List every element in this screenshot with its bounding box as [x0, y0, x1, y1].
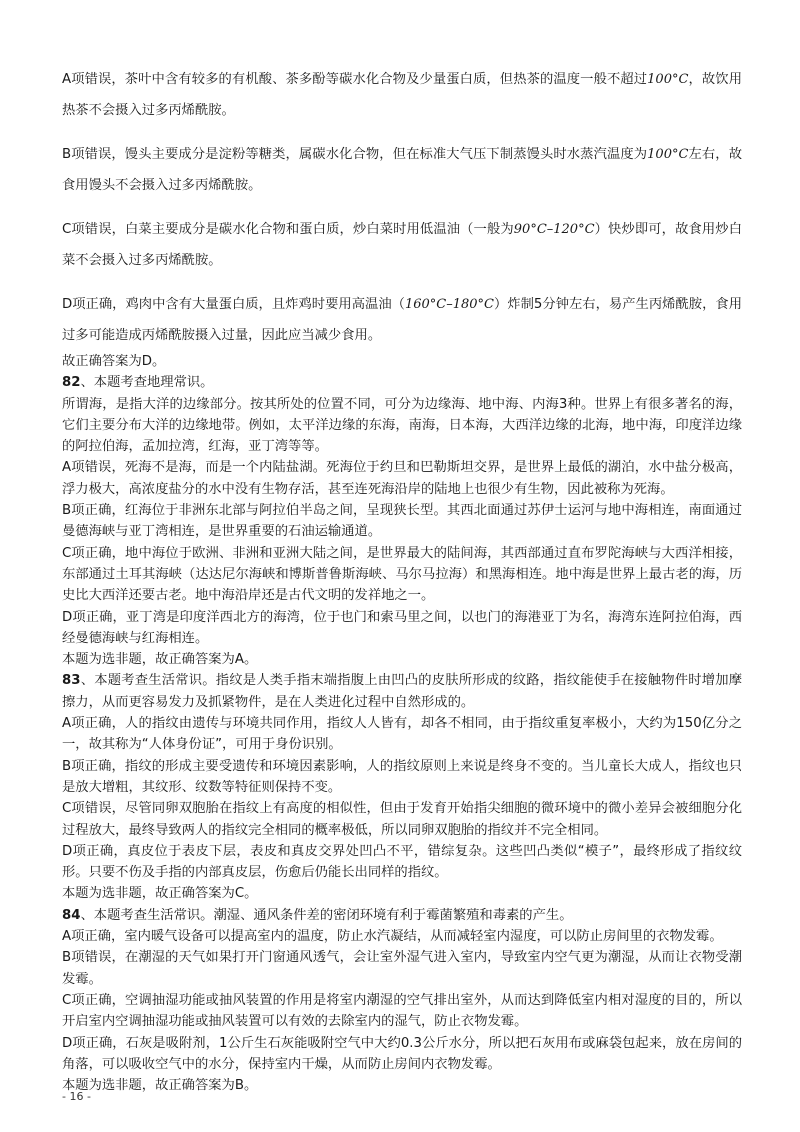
math-temperature-range: 90°C–120°C: [513, 222, 595, 237]
q84-option-a: A项正确，室内暖气设备可以提高室内的温度，防止水汽凝结，从而减轻室内湿度，可以防止房间里的衣物发霉。: [62, 929, 723, 945]
q83-option-d: D项正确，真皮位于表皮下层，表皮和真皮交界处凹凸不平，错综复杂。这些凹凸类似“模子”，最终形成了指纹纹形。只要不伤及手指的内部真皮层，伤愈后仍能长出同样的指纹。: [62, 843, 742, 881]
q83-option-c: C项错误，尽管同卵双胞胎在指纹上有高度的相似性，但由于发育开始指尖细胞的微环境中的微小差异会被细胞分化过程放大，最终导致两人的指纹完全相同的概率极低，所以同卵双胞胎的指纹并不完全相同。: [62, 801, 742, 838]
q82-option-d: D项正确，亚丁湾是印度洋西北方的海湾，位于也门和索马里之间，以也门的海港亚丁为名，海湾东连阿拉伯海，西经曼德海峡与红海相连。: [62, 609, 742, 646]
q84-option-c: C项正确，空调抽湿功能或抽风装置的作用是将室内潮湿的空气排出室外，从而达到降低室内相对湿度的目的，所以开启室内空调抽湿功能或抽风装置可以有效的去除室内的湿气，防止衣物发霉。: [62, 992, 742, 1030]
q82-answer: 本题为选非题，故正确答案为A。: [62, 652, 258, 668]
q81-answer: 故正确答案为D。: [62, 354, 166, 369]
q81-option-d: D项正确，鸡肉中含有大量蛋白质，且炸鸡时要用高温油（160°C–180°C）炸制5分钟左右，易产生丙烯酰胺，食用过多可能造成丙烯酰胺摄入过量，因此应当减少食用。: [62, 297, 742, 343]
q83-answer: 本题为选非题，故正确答案为C。: [62, 886, 258, 902]
q84-heading: 84、本题考查生活常识。潮湿、通风条件差的密闭环境有利于霉菌繁殖和毒素的产生。: [62, 907, 573, 923]
q83-heading: 83、本题考查生活常识。指纹是人类手指末端指腹上由凹凸的皮肤所形成的纹路，指纹能使手在接触物件时增加摩擦力，从而更容易发力及抓紧物件，是在人类进化过程中自然形成的。: [62, 673, 742, 710]
q82-option-b: B项正确，红海位于非洲东北部与阿拉伯半岛之间，呈现狭长型。其西北面通过苏伊士运河与地中海相连，南面通过曼德海峡与亚丁湾相连，是世界重要的石油运输通道。: [62, 503, 742, 540]
q83-option-b: B项正确，指纹的形成主要受遗传和环境因素影响，人的指纹原则上来说是终身不变的。当儿童长大成人，指纹也只是放大增粗，其纹形、纹数等特征则保持不变。: [62, 758, 742, 795]
q82-option-c: C项正确，地中海位于欧洲、非洲和亚洲大陆之间，是世界最大的陆间海，其西部通过直布罗陀海峡与大西洋相接，东部通过土耳其海峡（达达尼尔海峡和博斯普鲁斯海峡、马尔马拉海）和黑海相连。地中海是世界上最古老的海，历史比大西洋还要古老。地中海沿岸还是古代文明的发祥地之一。: [62, 545, 742, 604]
document-body: [62, 64, 742, 1096]
q81-option-a: A项错误，茶叶中含有较多的有机酸、茶多酚等碳水化合物及少量蛋白质，但热茶的温度一般不超过100°C，故饮用热茶不会摄入过多丙烯酰胺。: [62, 72, 742, 118]
q84-option-b: B项错误，在潮湿的天气如果打开门窗通风透气，会让室外湿气进入室内，导致室内空气更为潮湿，从而让衣物受潮发霉。: [62, 950, 742, 987]
q82-heading: 82、本题考查地理常识。: [62, 375, 214, 391]
q81-option-c: C项错误，白菜主要成分是碳水化合物和蛋白质，炒白菜时用低温油（一般为90°C–120°C）快炒即可，故食用炒白菜不会摄入过多丙烯酰胺。: [62, 222, 742, 268]
q82-option-a: A项错误，死海不是海，而是一个内陆盐湖。死海位于约旦和巴勒斯坦交界，是世界上最低的湖泊，水中盐分极高，浮力极大，高浓度盐分的水中没有生物存活，甚至连死海沿岸的陆地上也很少有生物，因此被称为死海。: [62, 460, 742, 497]
q82-intro: 所谓海，是指大洋的边缘部分。按其所处的位置不同，可分为边缘海、地中海、内海3种。世界上有很多著名的海，它们主要分布大洋的边缘地带。例如，太平洋边缘的东海，南海，日本海，大西洋边缘的北海，地中海，印度洋边缘的阿拉伯海，孟加拉湾，红海，亚丁湾等等。: [62, 396, 742, 455]
math-temperature: 100°C: [647, 147, 689, 162]
q81-option-b: B项错误，馒头主要成分是淀粉等糖类，属碳水化合物，但在标准大气压下制蒸馒头时水蒸汽温度为100°C左右，故食用馒头不会摄入过多丙烯酰胺。: [62, 147, 742, 193]
math-temperature-range: 160°C–180°C: [404, 297, 494, 312]
page-number: - 16 -: [62, 1090, 91, 1103]
q84-answer: 本题为选非题，故正确答案为B。: [62, 1078, 258, 1094]
q83-option-a: A项正确，人的指纹由遗传与环境共同作用，指纹人人皆有，却各不相同，由于指纹重复率极小，大约为150亿分之一，故其称为“人体身份证”，可用于身份识别。: [62, 716, 742, 753]
q84-option-d: D项正确，石灰是吸附剂，1公斤生石灰能吸附空气中大约0.3公斤水分，所以把石灰用布或麻袋包起来，放在房间的角落，可以吸收空气中的水分，保持室内干燥，从而防止房间内衣物发霉。: [62, 1035, 742, 1072]
math-temperature: 100°C: [647, 72, 689, 87]
